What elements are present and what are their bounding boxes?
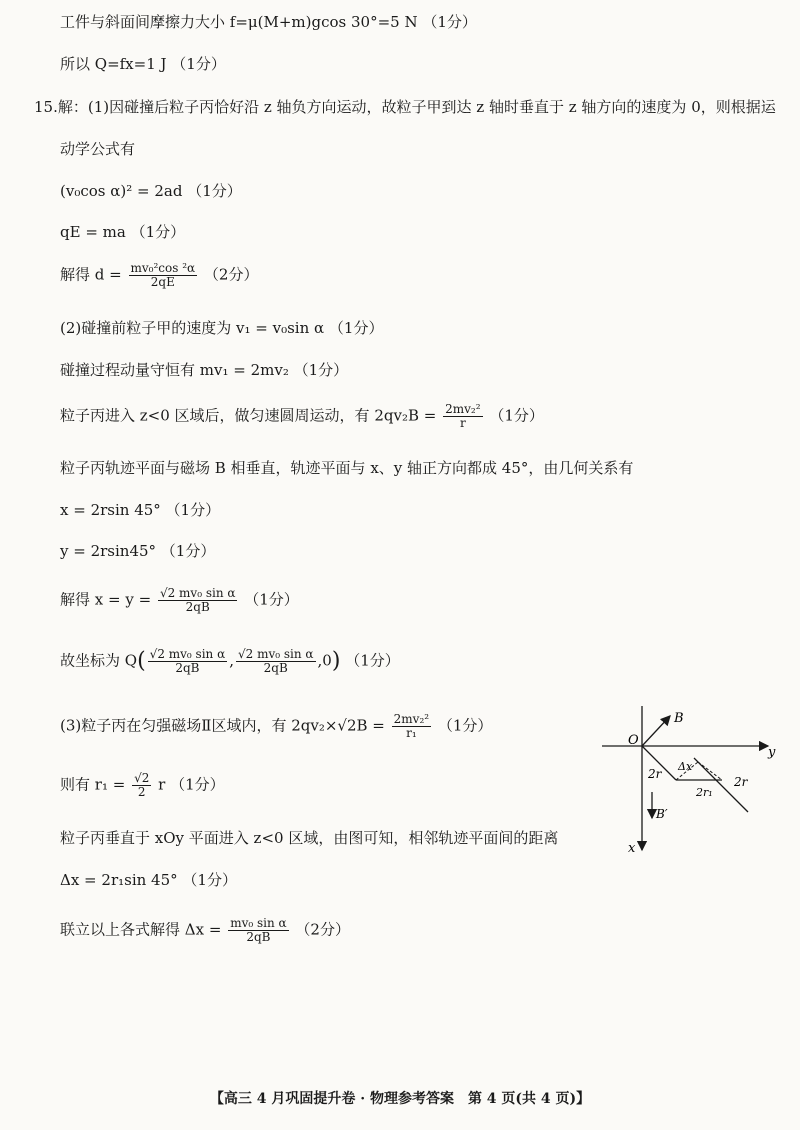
coord-prefix: 故坐标为 Q <box>60 651 138 670</box>
q15-intro: 15.解：(1)因碰撞后粒子丙恰好沿 z 轴负方向运动，故粒子甲到达 z 轴时垂直于 z 轴方向的速度为 0，则根据运 <box>34 98 776 116</box>
part2-velocity: (2)碰撞前粒子甲的速度为 v₁ = v₀sin α （1分） <box>60 319 384 337</box>
b-label: B <box>674 711 684 726</box>
plane-distance: 粒子丙垂直于 xOy 平面进入 z<0 区域，由图可知，相邻轨迹平面间的距离 <box>60 829 559 847</box>
right-paren: ) <box>331 648 341 674</box>
left-paren: ( <box>137 648 146 674</box>
momentum-conservation: 碰撞过程动量守恒有 mv₁ = 2mv₂ （1分） <box>60 361 349 379</box>
circular-fraction <box>443 403 482 430</box>
final-prefix: 联立以上各式解得 Δx = <box>60 920 222 939</box>
xy-fraction <box>158 587 238 614</box>
part3-denominator: r₁ <box>406 726 417 740</box>
coord-x-numerator: √2 mv₀ sin α <box>149 647 226 661</box>
eq-d-denominator: 2qE <box>150 275 175 289</box>
circular-numerator: 2mv₂² <box>445 402 481 416</box>
b-prime-label: B′ <box>656 807 668 821</box>
eq-d-result <box>60 262 258 289</box>
coord-y-denominator: 2qB <box>263 661 288 675</box>
q15-intro-cont: 动学公式有 <box>60 140 136 158</box>
final-result <box>60 917 350 944</box>
part3-field <box>60 713 492 740</box>
geometry-relation: 粒子丙轨迹平面与磁场 B 相垂直，轨迹平面与 x、y 轴正方向都成 45°，由几何关系有 <box>60 459 634 477</box>
xy-score: （1分） <box>244 590 299 609</box>
final-fraction <box>228 917 288 944</box>
x-label: x <box>628 841 636 856</box>
eq-d-numerator: mv₀²cos ²α <box>130 261 196 275</box>
eq-force: qE = ma （1分） <box>60 223 186 241</box>
r1-score: r （1分） <box>158 775 225 794</box>
r1-denominator: 2 <box>137 785 146 799</box>
circular-score: （1分） <box>489 406 544 425</box>
coord-x-denominator: 2qB <box>175 661 200 675</box>
b-field-arrow <box>642 716 670 746</box>
coordinate-q: 故坐标为 Q( $\frac{\text{√2 mv₀ sin α}}{2qB}$ , $\frac{\text{√2 mv₀ sin α}}{2qB}$ ,0) （1分） <box>60 647 400 675</box>
eq-x: x = 2rsin 45° （1分） <box>60 501 221 519</box>
delta-x-label: Δx <box>678 760 693 773</box>
heat-line: 所以 Q=fx=1 J （1分） <box>60 55 226 73</box>
page-footer: 【高三 4 月巩固提升卷 · 物理参考答案 第 4 页(共 4 页)】 <box>209 1091 591 1107</box>
xy-numerator: √2 mv₀ sin α <box>159 586 236 600</box>
two-r1-label: 2r₁ <box>696 786 713 799</box>
two-r-left-label: 2r <box>648 767 662 781</box>
xy-denominator: 2qB <box>185 600 210 614</box>
eq-dx: Δx = 2r₁sin 45° （1分） <box>60 871 237 889</box>
coord-y-numerator: √2 mv₀ sin α <box>237 647 314 661</box>
circular-denominator: r <box>459 416 466 430</box>
two-r-right-label: 2r <box>734 775 748 789</box>
circular-prefix: 粒子丙进入 z<0 区域后，做匀速圆周运动，有 2qv₂B = <box>60 406 437 425</box>
part3-prefix: (3)粒子丙在匀强磁场Ⅱ区域内，有 2qv₂×√2B = <box>60 716 385 735</box>
origin-label: O <box>628 733 639 748</box>
eq-d-prefix: 解得 d = <box>60 265 122 284</box>
friction-line: 工件与斜面间摩擦力大小 f=μ(M+m)gcos 30°=5 N （1分） <box>60 13 477 31</box>
xy-prefix: 解得 x = y = <box>60 590 152 609</box>
part3-score: （1分） <box>437 716 493 735</box>
final-numerator: mv₀ sin α <box>230 916 287 930</box>
part3-numerator: 2mv₂² <box>393 712 430 726</box>
coord-x-fraction <box>148 648 228 675</box>
eq-d-fraction <box>129 262 198 289</box>
final-denominator: 2qB <box>246 930 271 944</box>
final-score: （2分） <box>295 920 350 939</box>
coord-y-fraction <box>236 648 316 675</box>
r1-numerator: √2 <box>134 771 150 785</box>
eq-d-score: （2分） <box>203 265 259 284</box>
eq-y: y = 2rsin45° （1分） <box>60 542 216 560</box>
y-label: y <box>768 745 776 760</box>
r1-prefix: 则有 r₁ = <box>60 775 126 794</box>
circular-motion-eq <box>60 403 544 430</box>
part3-fraction <box>392 713 431 740</box>
eq-xy-result <box>60 587 299 614</box>
r1-fraction <box>132 772 151 799</box>
eq-kinematics: (v₀cos α)² = 2ad （1分） <box>60 182 242 200</box>
trajectory-diagram <box>598 700 778 860</box>
coord-tail: ,0 <box>317 651 332 670</box>
coord-score: （1分） <box>345 651 400 670</box>
r1-result <box>60 772 225 799</box>
